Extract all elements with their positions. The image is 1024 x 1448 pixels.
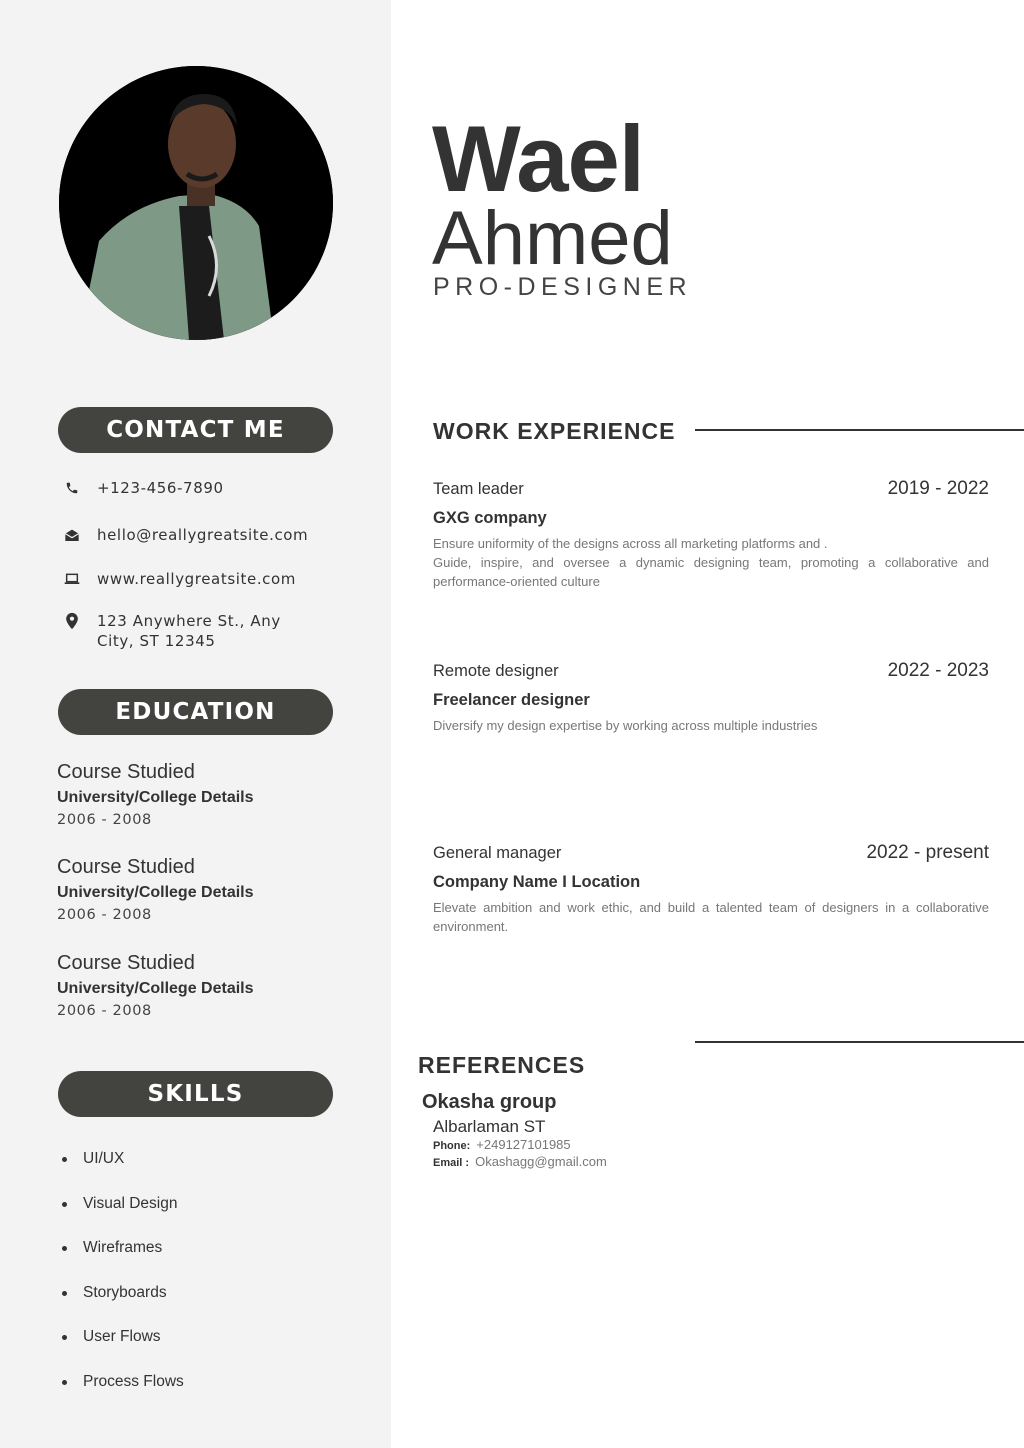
bullet-icon (62, 1335, 67, 1340)
contact-heading: CONTACT ME (58, 407, 333, 453)
education-item (57, 855, 254, 925)
job-title: Team leader (433, 480, 524, 498)
job-company: GXG company (433, 509, 547, 527)
education-course: Course Studied (57, 952, 195, 974)
job-description (433, 898, 989, 936)
education-years: 2006 - 2008 (57, 907, 152, 923)
job-title: General manager (433, 844, 562, 862)
reference-address: Albarlaman ST (433, 1117, 546, 1136)
reference-phone-value: +249127101985 (476, 1137, 571, 1152)
reference-email-value: Okashagg@gmail.com (475, 1154, 607, 1169)
reference-name: Okasha group (422, 1091, 557, 1113)
bullet-icon (62, 1157, 67, 1162)
education-years: 2006 - 2008 (57, 1003, 152, 1019)
education-item (57, 951, 254, 1021)
first-name: Wael (432, 106, 644, 211)
bullet-icon (62, 1380, 67, 1385)
education-school: University/College Details (57, 884, 254, 901)
contact-phone-text: +123-456-7890 (97, 479, 224, 497)
job-period: 2022 - present (866, 842, 989, 863)
job-company: Freelancer designer (433, 691, 590, 709)
role-title: PRO-DESIGNER (433, 273, 693, 301)
skill-item (62, 1195, 178, 1213)
skill-label: UI/UX (83, 1150, 125, 1167)
skill-label: Visual Design (83, 1195, 178, 1212)
job-description (433, 534, 989, 591)
portrait-illustration (59, 66, 333, 340)
contact-address (62, 611, 297, 651)
skill-item (62, 1328, 161, 1346)
skill-item (62, 1150, 124, 1168)
skill-label: User Flows (83, 1328, 161, 1345)
email-icon (62, 525, 82, 545)
job-description-line: Ensure uniformity of the designs across all marketing platforms and . (433, 536, 828, 551)
contact-email (62, 525, 309, 545)
phone-icon (62, 478, 82, 498)
skill-label: Wireframes (83, 1239, 163, 1256)
reference-email-label: Email : (433, 1157, 470, 1169)
reference-phone (433, 1137, 571, 1152)
skill-item (62, 1239, 162, 1257)
reference-phone-label: Phone: (433, 1140, 471, 1152)
skill-label: Storyboards (83, 1284, 167, 1301)
references-divider (695, 1041, 1024, 1043)
education-heading: EDUCATION (58, 689, 333, 735)
education-course: Course Studied (57, 856, 195, 878)
bullet-icon (62, 1246, 67, 1251)
education-item (57, 760, 254, 830)
education-course: Course Studied (57, 761, 195, 783)
skill-label: Process Flows (83, 1373, 184, 1390)
job-period: 2022 - 2023 (887, 660, 989, 681)
last-name: Ahmed (432, 196, 673, 281)
job-description-line: Guide, inspire, and oversee a dynamic designing team, promoting a collaborative and performance-oriented culture (433, 555, 989, 589)
job-description-line: Elevate ambition and work ethic, and build a talented team of designers in a collaborative environment. (433, 900, 989, 934)
references-heading: REFERENCES (418, 1052, 586, 1078)
job-entry (433, 478, 989, 591)
job-company: Company Name I Location (433, 873, 641, 891)
job-entry (433, 842, 989, 936)
education-school: University/College Details (57, 980, 254, 997)
work-divider (695, 429, 1024, 431)
job-period: 2019 - 2022 (887, 478, 989, 499)
education-years: 2006 - 2008 (57, 812, 152, 828)
job-title: Remote designer (433, 662, 559, 680)
skill-item (62, 1373, 184, 1391)
profile-photo (59, 66, 333, 340)
laptop-icon (62, 569, 82, 589)
location-pin-icon (62, 611, 82, 631)
job-entry (433, 660, 989, 735)
skills-heading: SKILLS (58, 1071, 333, 1117)
contact-email-text: hello@reallygreatsite.com (97, 526, 309, 544)
contact-phone (62, 478, 297, 498)
skill-item (62, 1284, 167, 1302)
bullet-icon (62, 1202, 67, 1207)
bullet-icon (62, 1291, 67, 1296)
reference-email (433, 1154, 607, 1169)
education-school: University/College Details (57, 789, 254, 806)
contact-website (62, 569, 297, 589)
contact-website-text: www.reallygreatsite.com (97, 570, 297, 588)
job-description-line: Diversify my design expertise by working across multiple industries (433, 718, 818, 733)
job-description (433, 716, 989, 735)
contact-address-text: 123 Anywhere St., Any City, ST 12345 (97, 612, 281, 650)
work-experience-heading: WORK EXPERIENCE (433, 418, 676, 444)
